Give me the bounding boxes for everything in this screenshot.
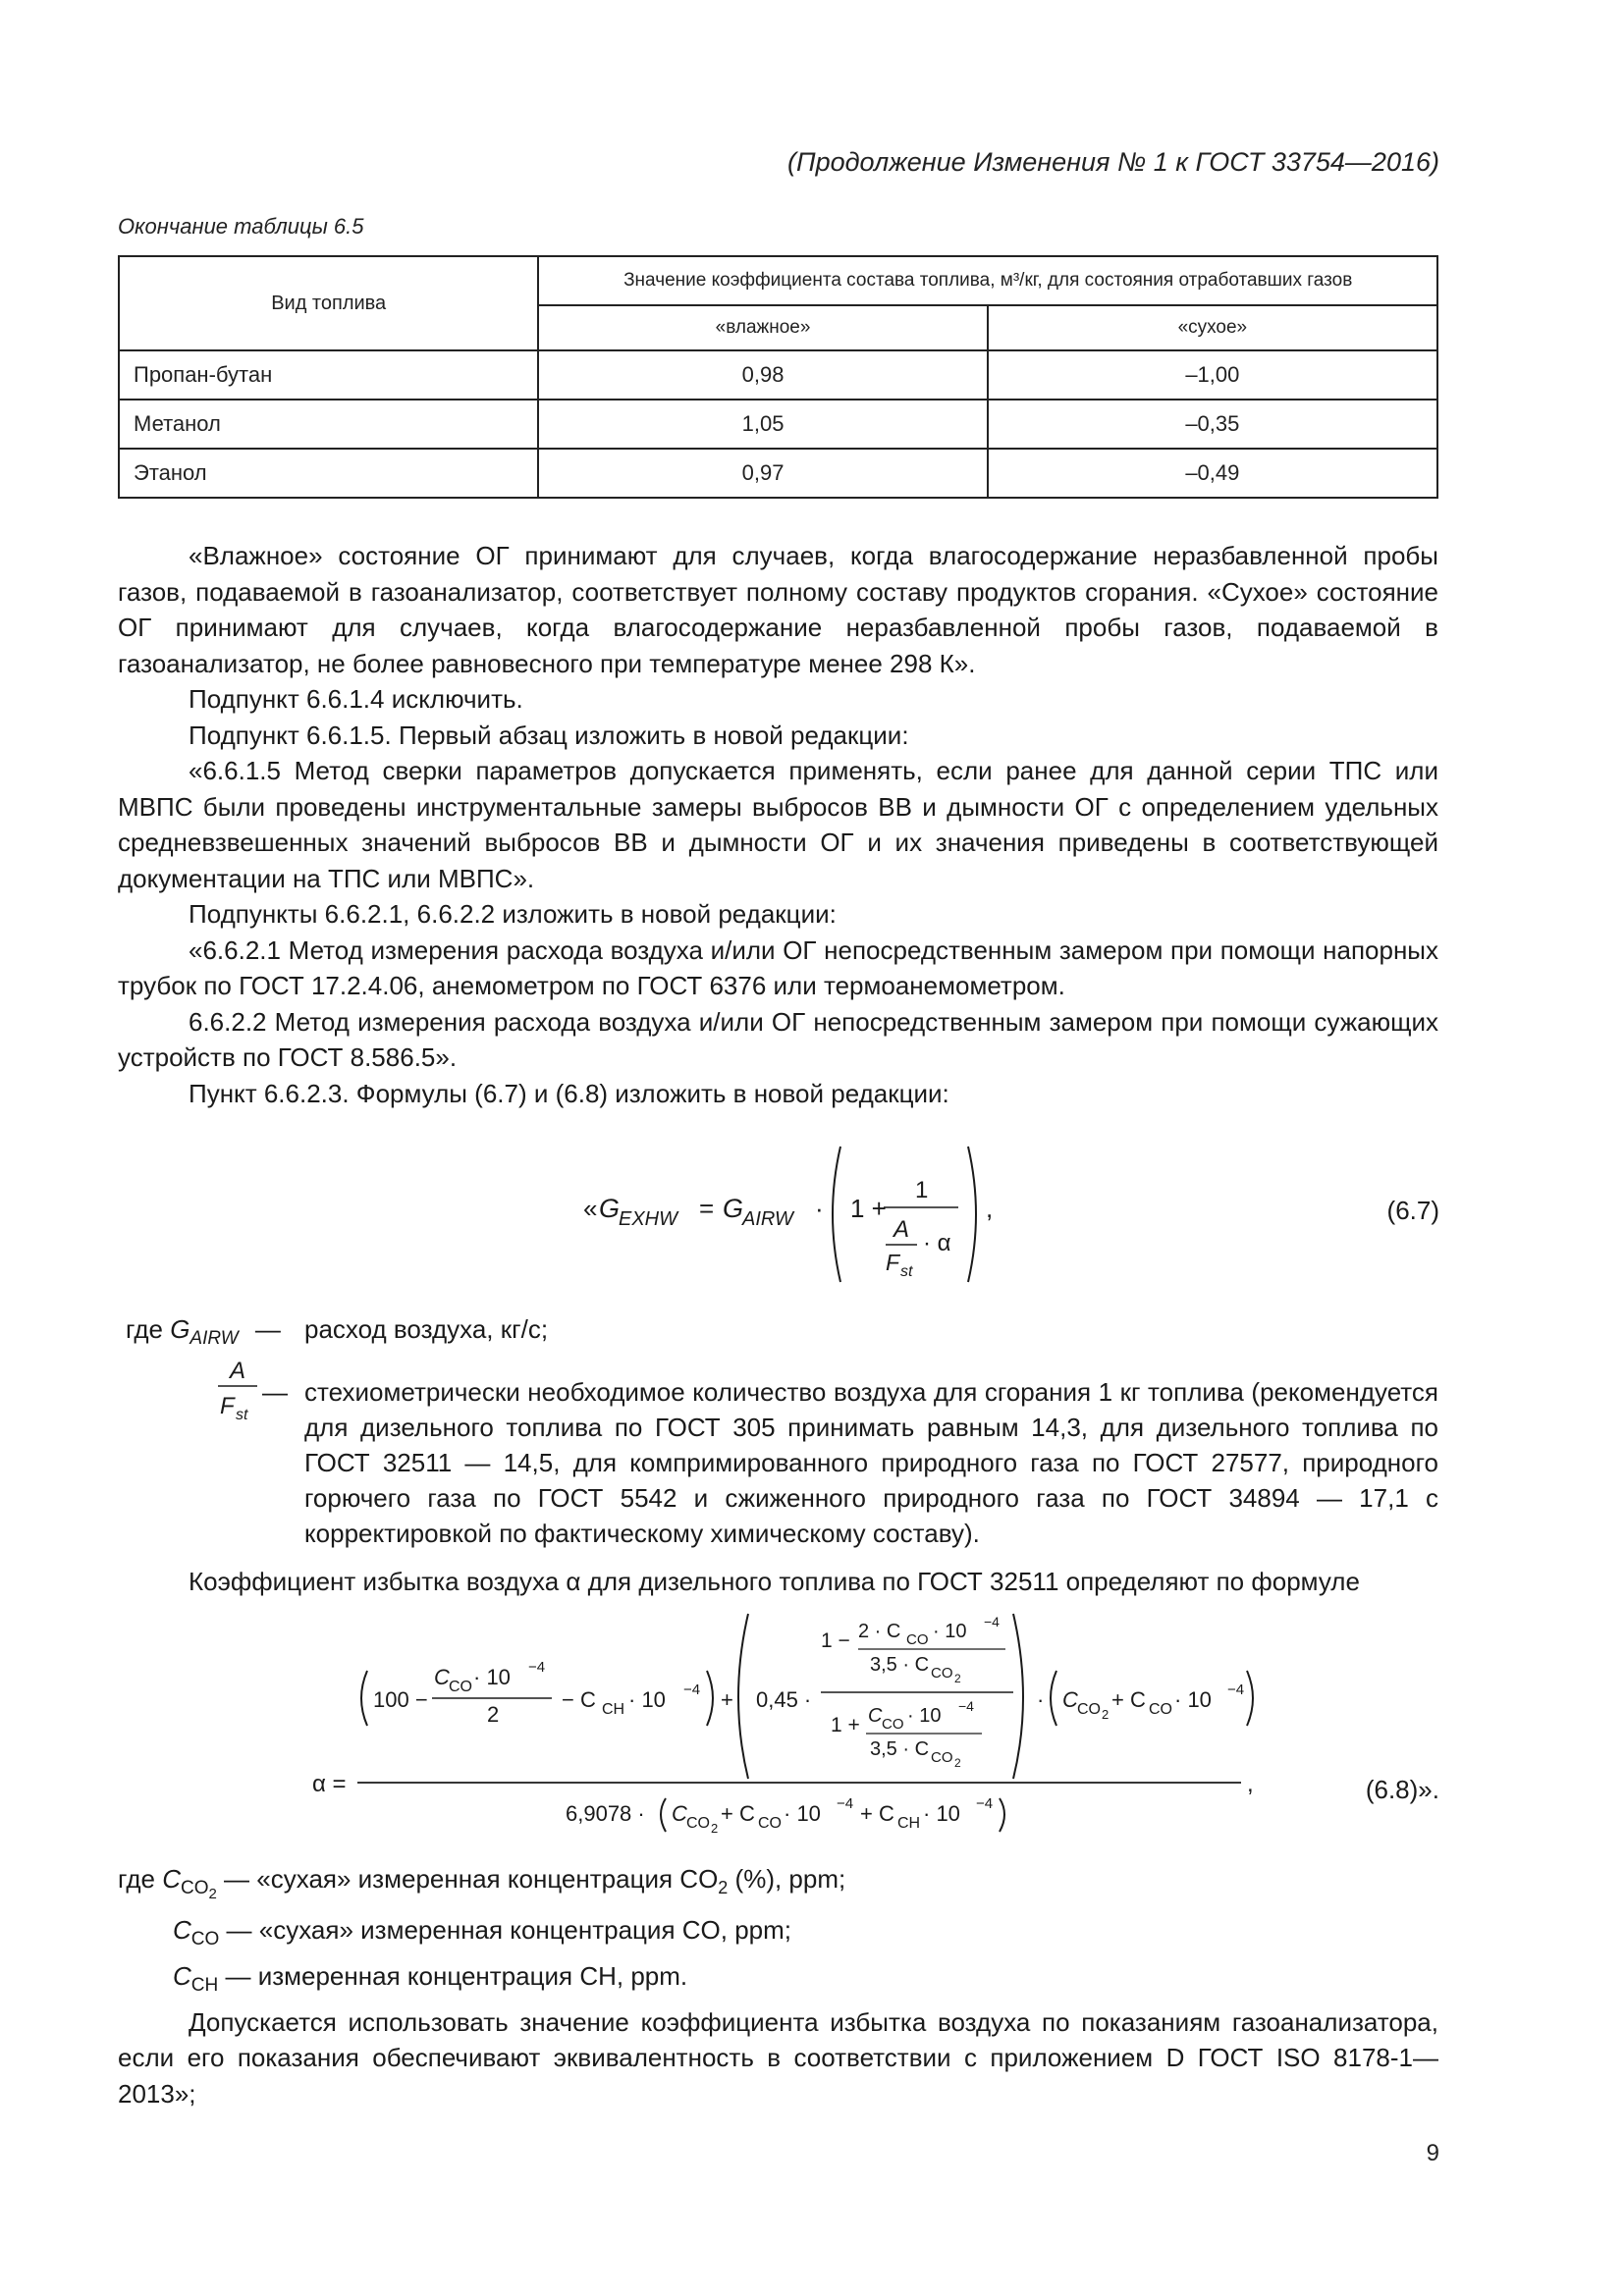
f2-paren-l4 <box>661 1798 666 1832</box>
f1-plus: 1 + <box>850 1194 887 1223</box>
f1-lhs-sub: EXHW <box>619 1208 677 1230</box>
paragraph: «6.6.1.5 Метод сверки параметров допускается применять, если ранее для данной серии ТПС или МВПС были проведены инструментальные замеры выбросов ВВ и дымности ОГ с определением удельных средневзвешенных значений выбросов ВВ и дымности ОГ и их значения приведены в соответствующей документации на ТПС или МВПС». <box>118 756 1438 893</box>
f1-lhs: G <box>599 1194 621 1223</box>
f2-paren-l2 <box>738 1614 748 1779</box>
f1-open-quote: « <box>583 1194 598 1223</box>
f2-alpha-eq: α = <box>312 1771 347 1797</box>
where1-g-row <box>126 1311 281 1357</box>
f1-rhs-sub: AIRW <box>742 1208 793 1230</box>
where2-c1-desc-sub: 2 <box>718 1878 729 1898</box>
where2-c1-sub-text: CO <box>180 1878 209 1899</box>
f2-exp2: −4 <box>683 1682 701 1698</box>
header-dry: «сухое» <box>988 305 1437 350</box>
where2-c1-sub2: 2 <box>208 1885 217 1902</box>
cell-fuel: Этанол <box>119 449 538 498</box>
f2-dot: · <box>1037 1687 1045 1712</box>
f2-minus-c: − C <box>562 1687 596 1712</box>
paragraph: Подпункт 6.6.1.5. Первый абзац изложить в новой редакции: <box>189 720 909 750</box>
page-number: 9 <box>1426 2140 1439 2166</box>
f2-plusc-sub: CO <box>1149 1701 1172 1718</box>
f2-2c-sub: CO <box>906 1631 929 1648</box>
f2-2c: 2 · C <box>858 1621 901 1642</box>
f2-den-exp: −4 <box>837 1795 854 1812</box>
where1-g-desc: расход воздуха, кг/с; <box>304 1314 549 1344</box>
where2-c3-desc: — измеренная концентрация CH, ppm. <box>225 1961 688 1992</box>
where1-dash: — <box>254 1314 281 1344</box>
paragraph: 6.6.2.2 Метод измерения расхода воздуха и/или ОГ непосредственным замером при помощи сужающих устройств по ГОСТ 8.586.5». <box>118 1006 1438 1072</box>
where2-c2-symbol: C <box>173 1915 191 1946</box>
f1-A: A <box>893 1216 910 1243</box>
f2-den-num: 6,9078 · <box>566 1801 645 1826</box>
f2-cco-b: C <box>868 1705 883 1727</box>
f2-045: 0,45 · <box>756 1687 812 1712</box>
cell-dry: –1,00 <box>988 350 1437 400</box>
body-text <box>118 538 1438 1111</box>
f1-F-sub: st <box>900 1263 913 1280</box>
f2-den-plusc: + C <box>721 1801 755 1826</box>
where2-c1-symbol: C <box>162 1864 181 1894</box>
cell-wet: 0,97 <box>538 449 987 498</box>
where2-ch-row <box>118 1958 1438 2004</box>
f2-cco2-sub: CO <box>1077 1701 1101 1718</box>
f2-two: 2 <box>487 1702 500 1727</box>
cell-dry: –0,49 <box>988 449 1437 498</box>
where2-co-row <box>118 1912 1438 1958</box>
paragraph: «6.6.2.1 Метод измерения расхода воздуха и/или ОГ непосредственным замером при помощи напорных трубок по ГОСТ 17.2.4.06, анемометром по ГОСТ 6376 или термоанемометром. <box>118 934 1438 1000</box>
f2-paren-r3 <box>1247 1671 1253 1726</box>
where1-af-F: F <box>220 1393 235 1419</box>
where1-af-desc: стехиометрически необходимое количество воздуха для сгорания 1 кг топлива (рекомендуется для дизельного топлива по ГОСТ 305 принимать равным 14,3, для дизельного топлива по ГОСТ 32511 — 14,5, для компримированного природного газа по ГОСТ 27577, природного горючего газа по ГОСТ 5542 и сжиженного природного газа по ГОСТ 34894 — 17,1 с корректировкой по фактическому химическому составу). <box>304 1377 1438 1548</box>
f2-paren-r2 <box>1013 1614 1023 1779</box>
f1-alpha: · α <box>923 1230 951 1256</box>
where2-c3-sub: CH <box>190 1975 219 1997</box>
cell-wet: 0,98 <box>538 350 987 400</box>
f2-35c-b: 3,5 · C <box>870 1738 930 1760</box>
f2-den-c-sub: CO <box>686 1815 710 1832</box>
f2-35c-b-sub2: 2 <box>954 1756 961 1770</box>
where2-c2-desc: — «сухая» измеренная концентрация CO, ppm; <box>226 1915 792 1946</box>
f1-dot: · <box>815 1194 824 1223</box>
f1-comma: , <box>986 1194 994 1223</box>
f2-2c-mul: · 10 <box>933 1621 967 1642</box>
f2-den-exp2: −4 <box>976 1795 994 1812</box>
cell-dry: –0,35 <box>988 400 1437 449</box>
header-fuel-type: Вид топлива <box>119 256 538 350</box>
f1-equals: = <box>699 1194 715 1223</box>
f2-cco-sub: CO <box>449 1679 472 1695</box>
cell-fuel: Пропан-бутан <box>119 350 538 400</box>
running-header: (Продолжение Изменения № 1 к ГОСТ 33754—2016) <box>787 147 1439 177</box>
f2-2c-exp: −4 <box>984 1614 1000 1629</box>
f2-den-c: C <box>672 1801 687 1826</box>
f2-35c-b-sub: CO <box>931 1749 953 1766</box>
paragraph: Пункт 6.6.2.3. Формулы (6.7) и (6.8) изложить в новой редакции: <box>189 1078 949 1108</box>
f2-35c-sub: CO <box>931 1665 953 1682</box>
table-row <box>119 350 1437 400</box>
fuel-coefficient-table <box>118 255 1438 499</box>
f2-1plus: 1 + <box>831 1714 860 1736</box>
equation-number-6-7: (6.7) <box>1386 1196 1439 1225</box>
where2-c1-desc: — «сухая» измеренная концентрация CO <box>224 1864 719 1894</box>
f2-1minus: 1 − <box>821 1629 850 1652</box>
where1-af-sub: st <box>236 1407 248 1423</box>
f2-paren-l1 <box>361 1671 367 1726</box>
where2-c3-symbol: C <box>173 1961 191 1992</box>
f2-plusc-exp: −4 <box>1227 1682 1245 1698</box>
table-row <box>119 449 1437 498</box>
f2-den-mul2: · 10 <box>923 1801 960 1826</box>
formula-6-8 <box>300 1610 1263 1836</box>
where1-af-A: A <box>230 1358 246 1384</box>
f2-paren-r1 <box>707 1671 713 1726</box>
formula-6-7 <box>583 1141 1015 1288</box>
where1-g-sub: AIRW <box>189 1328 239 1350</box>
f2-cco-b-mul: · 10 <box>907 1705 942 1727</box>
f2-cco2: C <box>1062 1687 1078 1712</box>
f2-35c-sub2: 2 <box>954 1672 961 1685</box>
formula-6-8-lead: Коэффициент избытка воздуха α для дизельного топлива по ГОСТ 32511 определяют по формуле <box>189 1567 1360 1596</box>
where2-co2-row <box>118 1861 1438 1912</box>
f2-den-ch-sub: CH <box>897 1815 921 1832</box>
where1-af-dash: — <box>262 1377 288 1407</box>
paragraph: Подпункт 6.6.1.4 исключить. <box>189 684 523 714</box>
where2-c1-desc-tail: (%), ppm; <box>734 1864 846 1894</box>
equation-number-6-8: (6.8)». <box>1365 1775 1439 1804</box>
f2-exp: −4 <box>528 1659 546 1676</box>
f2-comma: , <box>1247 1771 1254 1797</box>
where2-prefix: где <box>118 1864 155 1894</box>
where2-c1-sub <box>180 1878 217 1902</box>
f2-mul: · 10 <box>473 1665 511 1689</box>
f1-F: F <box>886 1250 900 1275</box>
cell-fuel: Метанол <box>119 400 538 449</box>
f2-paren-r4 <box>1000 1798 1004 1832</box>
f2-cco: C <box>434 1665 450 1689</box>
f2-den-co-sub: CO <box>758 1815 782 1832</box>
header-wet: «влажное» <box>538 305 987 350</box>
where1-g-symbol: G <box>170 1314 190 1344</box>
f2-cco-b-sub: CO <box>882 1716 904 1733</box>
f1-left-paren <box>833 1147 840 1282</box>
f2-den-mul: · 10 <box>784 1801 821 1826</box>
where2-c2-sub: CO <box>190 1929 220 1950</box>
header-coefficient-group: Значение коэффициента состава топлива, м³/кг, для состояния отработавших газов <box>538 256 1437 305</box>
where-block-2 <box>118 1861 1438 2111</box>
paragraph: «Влажное» состояние ОГ принимают для случаев, когда влагосодержание неразбавленной пробы газов, подаваемой в газоанализатор, соответствует полному составу продуктов сгорания. «Сухое» состояние ОГ принимают для случаев, когда влагосодержание неразбавленной пробы газов, подаваемой в газоанализатор, не более равновесного при температуре менее 298 К». <box>118 541 1438 678</box>
f2-cch-sub: CH <box>602 1701 625 1718</box>
f2-plusc: + C <box>1111 1687 1146 1712</box>
where2-final-paragraph: Допускается использовать значение коэффициента избытка воздуха по показаниям газоанализатора, если его показания обеспечивают эквивалентность в соответствии с приложением D ГОСТ ISO 8178-1—2013»; <box>118 2006 1438 2109</box>
f2-plusc-mul: · 10 <box>1174 1687 1212 1712</box>
f1-rhs: G <box>723 1194 744 1223</box>
table-caption: Окончание таблицы 6.5 <box>118 214 364 239</box>
paragraph: Подпункты 6.6.2.1, 6.6.2.2 изложить в новой редакции: <box>189 899 837 929</box>
f2-paren-l3 <box>1051 1671 1056 1726</box>
f1-one: 1 <box>915 1177 929 1203</box>
f2-35c: 3,5 · C <box>870 1654 930 1676</box>
table-row <box>119 400 1437 449</box>
f1-right-paren <box>968 1147 976 1282</box>
f2-plus: + <box>721 1687 733 1712</box>
cell-wet: 1,05 <box>538 400 987 449</box>
f2-100: 100 − <box>373 1687 428 1712</box>
f2-den-plusch: + C <box>860 1801 894 1826</box>
f2-den-c-sub2: 2 <box>711 1821 719 1836</box>
f2-mul2: · 10 <box>628 1687 666 1712</box>
where1-prefix: где <box>126 1314 163 1344</box>
f2-cco2-sub2: 2 <box>1102 1707 1110 1722</box>
f2-cco-b-exp: −4 <box>958 1698 974 1714</box>
